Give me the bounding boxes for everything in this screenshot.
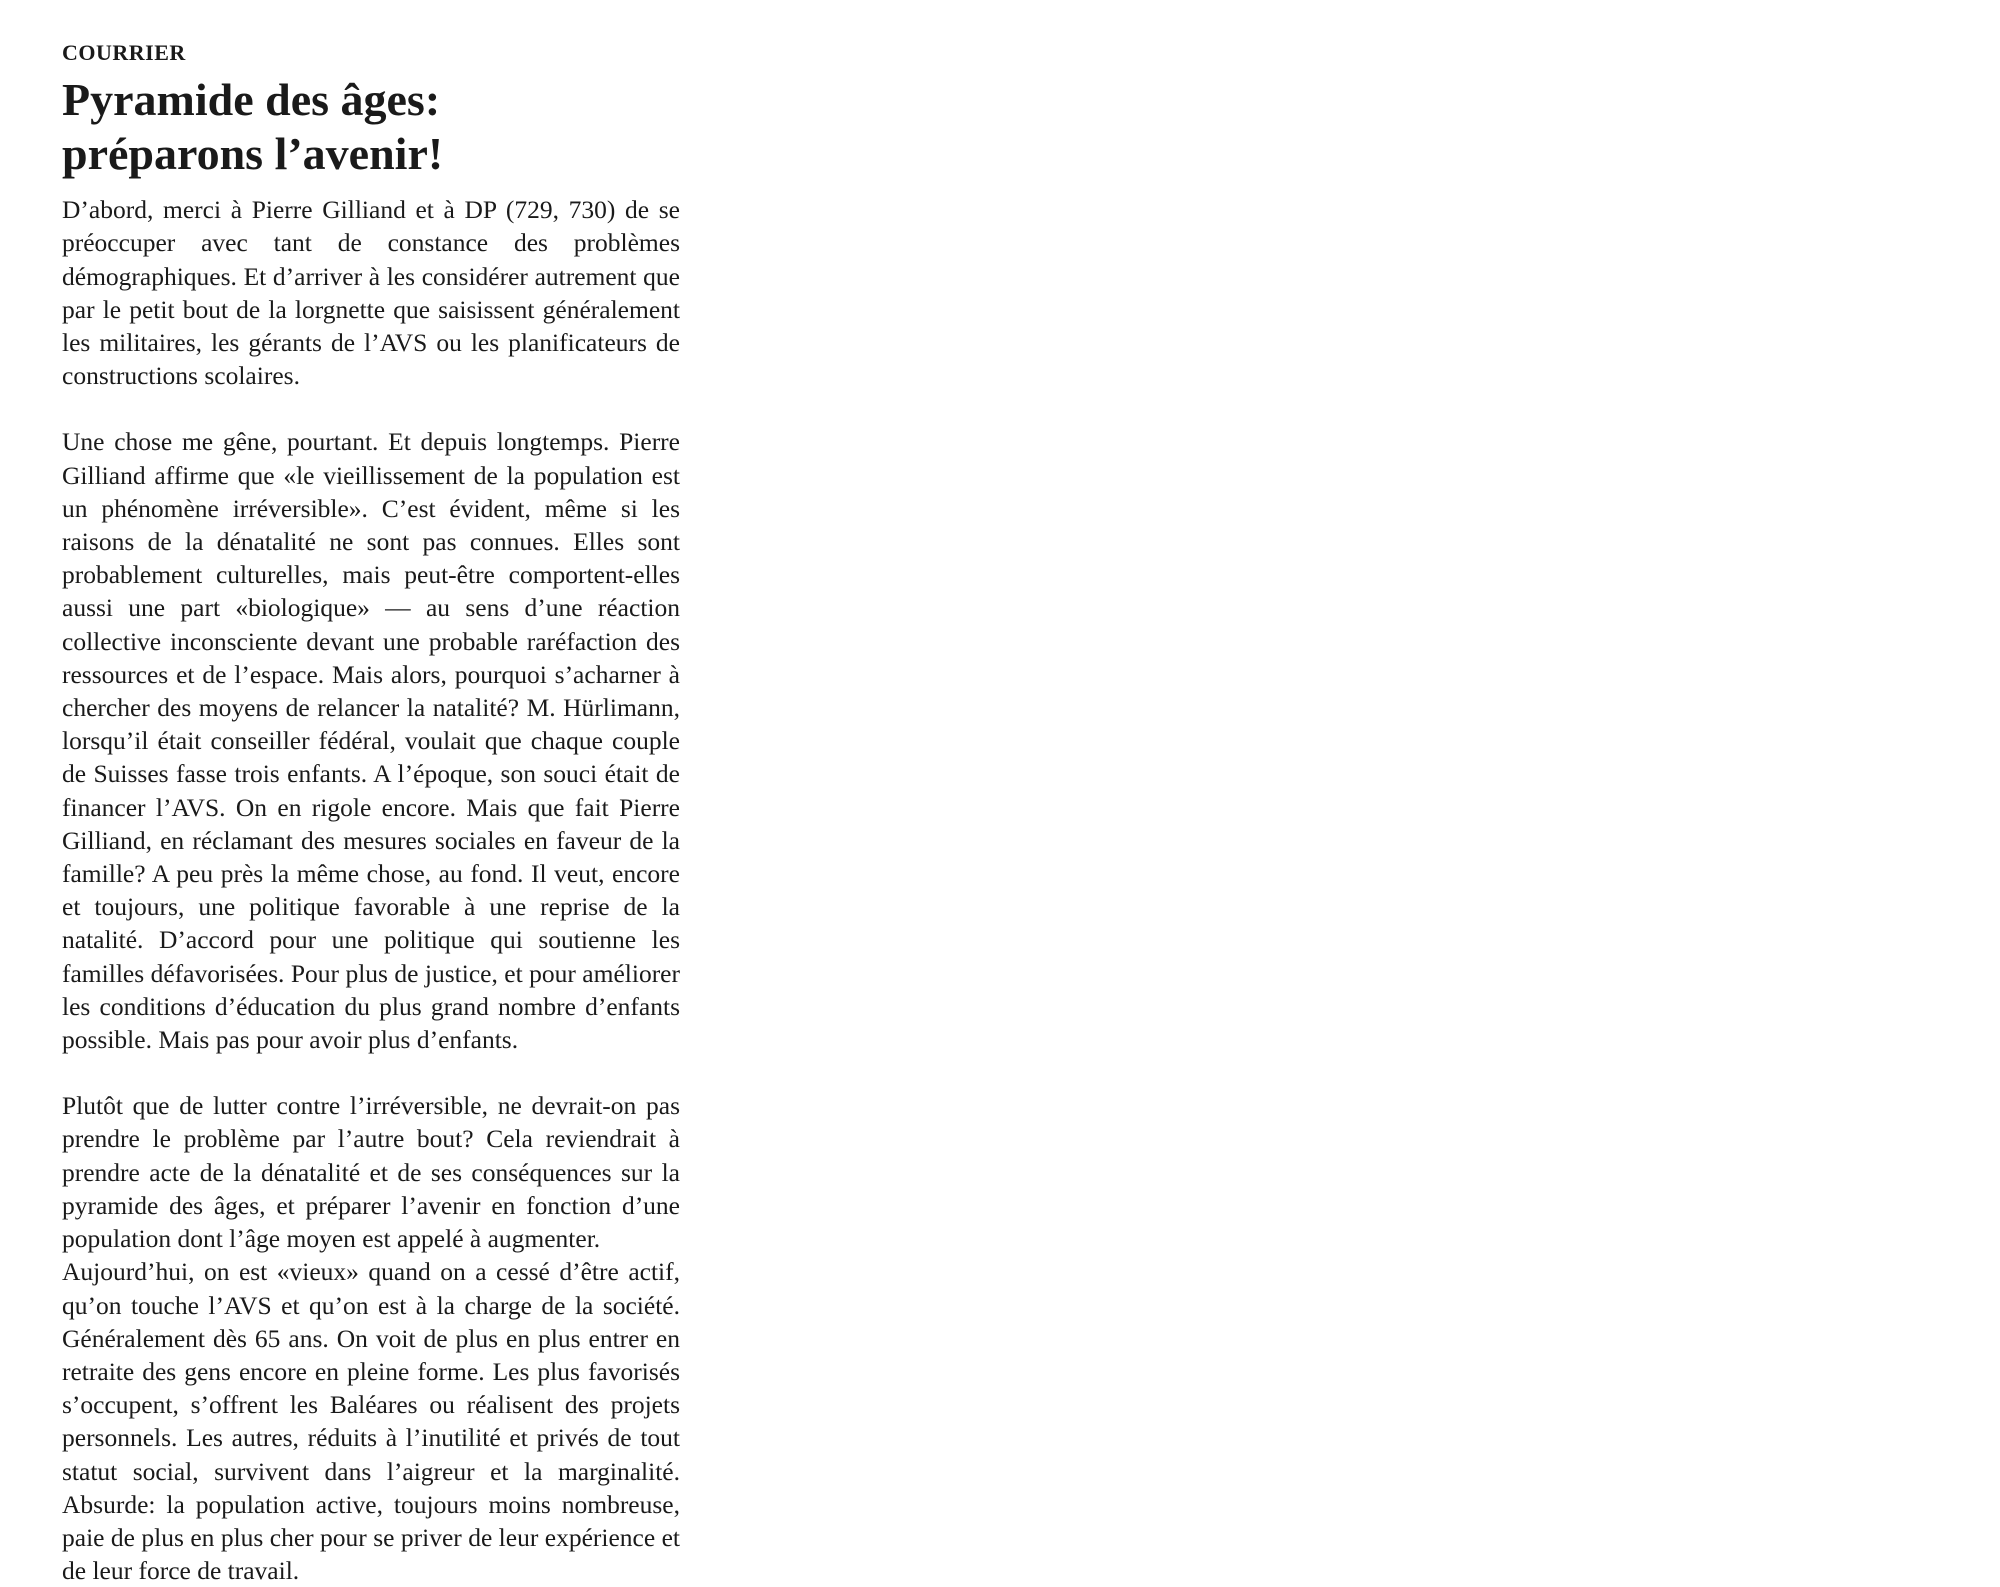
article-title-pyramide — [62, 73, 680, 181]
rubric-courrier: COURRIER — [62, 40, 186, 65]
paragraph-3: Plutôt que de lutter contre l’irréversible, ne devrait-on pas prendre le problème par l’autre bout? Cela reviendrait à prendre acte de la dénatalité et de ses conséquences sur la pyramide des âges, et préparer l’avenir en fonction d’une population dont l’âge moyen est appelé à augmenter. — [62, 1091, 680, 1254]
title-line-1: Pyramide des âges: — [62, 74, 441, 126]
paragraph-2: Une chose me gêne, pourtant. Et depuis longtemps. Pierre Gilliand affirme que «le vieillissement de la population est un phénomène irréversible». C’est évident, même si les raisons de la dénatalité ne sont pas connues. Elles sont probablement culturelles, mais peut-être comportent-elles aussi une part «biologique» — au sens d’une réaction collective inconsciente devant une probable raréfaction des ressources et de l’espace. Mais alors, pourquoi s’acharner à chercher des moyens de relancer la natalité? M. Hürlimann, lorsqu’il était conseiller fédéral, voulait que chaque couple de Suisses fasse trois enfants. A l’époque, son souci était de financer l’AVS. On en rigole encore. Mais que fait Pierre Gilliand, en réclamant des mesures sociales en faveur de la famille? A peu près la même chose, au fond. Il veut, encore et toujours, une politique favorable à une reprise de la natalité. D’accord pour une politique qui soutienne les familles défavorisées. Pour plus de justice, et pour améliorer les conditions d’éducation du plus grand nombre d’enfants possible. Mais pas pour avoir plus d’enfants. — [62, 427, 680, 1055]
paragraph-4: Aujourd’hui, on est «vieux» quand on a cessé d’être actif, qu’on touche l’AVS et qu’on est à la charge de la société. Généralement dès 65 ans. On voit de plus en plus entrer en retraite des gens encore en pleine forme. Les plus favorisés s’occupent, s’offrent les Baléares ou réalisent des projets personnels. Les autres, réduits à l’inutilité et privés de tout statut social, survivent dans l’aigreur et la marginalité. Absurde: la population active, toujours moins nombreuse, paie de plus en plus cher pour se priver de leur expérience et de leur force de travail. — [62, 1257, 680, 1586]
paragraph-1: D’abord, merci à Pierre Gilliand et à DP (729, 730) de se préoccuper avec tant de constance des problèmes démographiques. Et d’arriver à les considérer autrement que par le petit bout de la lorgnette que saisissent généralement les militaires, les gérants de l’AVS ou les planificateurs de constructions scolaires. — [62, 195, 680, 391]
title-line-2: préparons l’avenir! — [62, 128, 444, 180]
column-1 — [62, 30, 680, 1587]
